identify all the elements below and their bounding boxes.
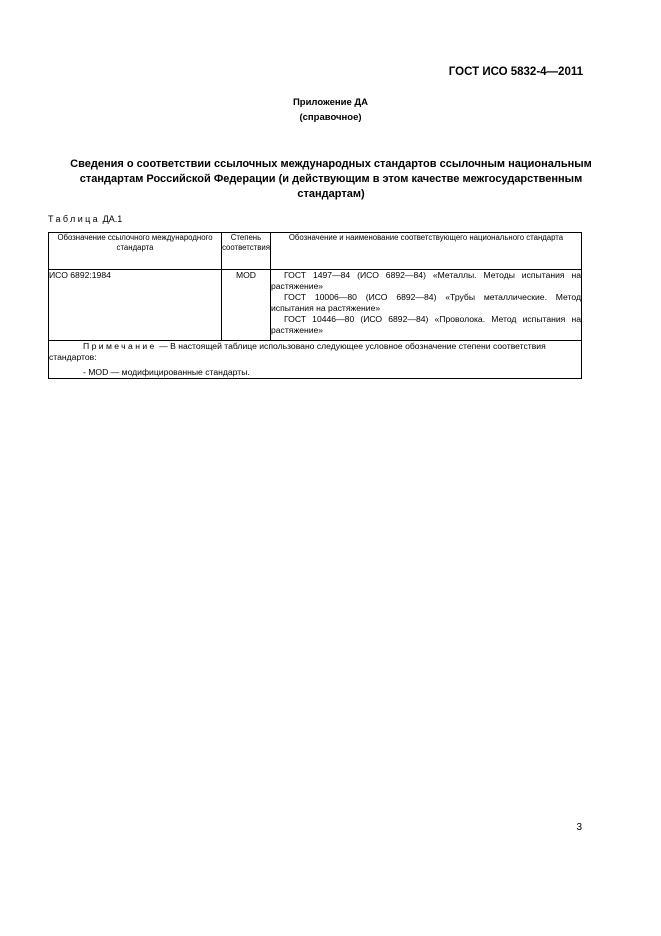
heading-line-3: стандартам): [297, 188, 365, 200]
section-heading: [48, 157, 614, 202]
table-header-row: [49, 233, 582, 270]
note-text: [49, 341, 581, 363]
annex-block: [0, 95, 661, 125]
table-note-row: [49, 341, 582, 379]
table-label-word: Таблица: [48, 214, 101, 224]
header-ref-standard: Обозначение ссылочного международного стандарта: [49, 233, 222, 270]
header-national-standard: Обозначение и наименование соответствующего национального стандарта: [271, 233, 582, 270]
national-standard-item: ГОСТ 1497—84 (ИСО 6892—84) «Металлы. Методы испытания на растяжение»: [271, 270, 581, 291]
heading-line-1: Сведения о соответствии ссылочных международных стандартов ссылочным национальным: [70, 158, 592, 170]
note-body: — В настоящей таблице использовано следующее условное обозначение степени соответствия стандартов:: [49, 341, 546, 362]
cell-national-standards: [271, 270, 582, 341]
heading-line-2: стандартам Российской Федерации (и действующим в этом качестве межгосударственным: [79, 173, 583, 185]
table-note: [49, 341, 582, 379]
table-label: [48, 214, 122, 224]
table-label-number: ДА.1: [102, 214, 123, 224]
cell-degree: MOD: [222, 270, 271, 341]
national-standard-item: ГОСТ 10006—80 (ИСО 6892—84) «Трубы металлические. Метод испытания на растяжение»: [271, 292, 581, 313]
document-code: ГОСТ ИСО 5832-4—2011: [448, 66, 583, 78]
header-degree: Степень соответствия: [222, 233, 271, 270]
annex-title: Приложение ДА: [292, 97, 369, 108]
note-label: Примечание: [83, 341, 157, 351]
national-standard-item: ГОСТ 10446—80 (ИСО 6892—84) «Проволока. Метод испытания на растяжение»: [271, 314, 581, 335]
correspondence-table: [48, 232, 582, 379]
cell-ref-standard: ИСО 6892:1984: [49, 270, 222, 341]
page-number: 3: [576, 822, 582, 833]
table-row: [49, 270, 582, 341]
annex-subtitle: (справочное): [299, 112, 362, 123]
note-item: - MOD — модифицированные стандарты.: [83, 367, 250, 377]
